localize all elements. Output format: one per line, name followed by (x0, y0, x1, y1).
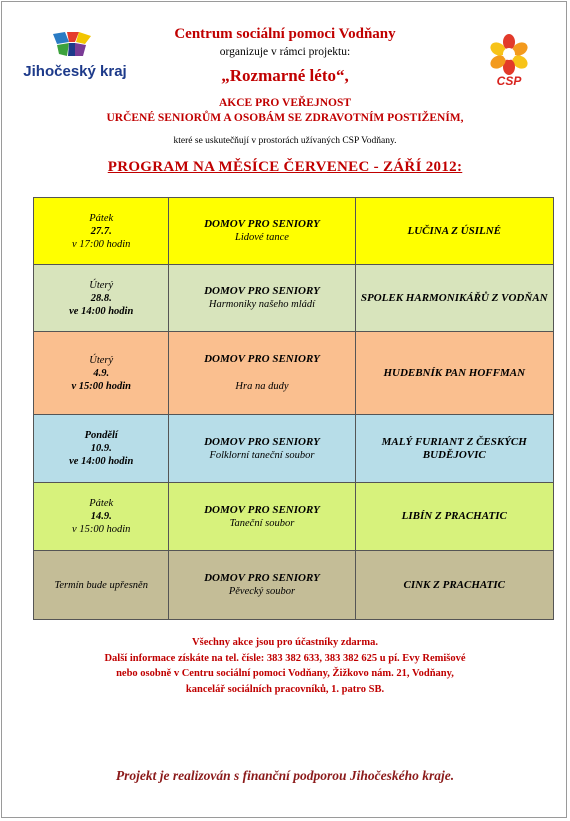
event-time: ve 14:00 hodin (69, 305, 134, 317)
program-title: PROGRAM NA MĚSÍCE ČERVENEC - ZÁŘÍ 2012: (107, 159, 463, 175)
performer-cell (355, 332, 554, 415)
date-cell (34, 265, 169, 332)
date-cell (34, 415, 169, 483)
table-row (34, 551, 554, 620)
organizer-subtitle: organizuje v rámci projektu: (219, 46, 351, 58)
event-date: 27.7. (90, 225, 112, 237)
table-row (34, 415, 554, 483)
weekday: Úterý (89, 354, 114, 366)
weekday: Pátek (89, 498, 114, 509)
table-row (34, 265, 554, 332)
venue-cell (169, 332, 355, 415)
performer-name: SPOLEK HARMONIKÁŘŮ Z VODŇAN (360, 291, 548, 304)
performer-name: HUDEBNÍK PAN HOFFMAN (383, 366, 526, 379)
poster-page (1, 1, 567, 818)
venue-name: DOMOV PRO SENIORY (204, 285, 320, 297)
event-time: v 17:00 hodin (72, 238, 131, 250)
table-row (34, 332, 554, 415)
activity-name: Hra na dudy (235, 381, 289, 392)
event-date: 4.9. (93, 367, 110, 379)
venue-cell (169, 415, 355, 483)
event-time: v 15:00 hodin (72, 524, 131, 535)
performer-name: LUČINA Z ÚSILNÉ (407, 224, 502, 237)
event-time: ve 14:00 hodin (69, 456, 134, 467)
program-table (33, 197, 554, 620)
venue-name: DOMOV PRO SENIORY (204, 353, 320, 365)
table-row (34, 483, 554, 551)
office-info: kancelář sociálních pracovníků, 1. patro SB. (185, 683, 385, 695)
venue-cell (169, 551, 355, 620)
venue-name: DOMOV PRO SENIORY (204, 503, 320, 516)
weekday: Pátek (89, 212, 114, 224)
kraj-logo-text: Jihočeský kraj (23, 63, 127, 80)
activity-name: Harmoniky našeho mládí (208, 299, 316, 310)
event-line-2: URČENÉ SENIORŮM A OSOBÁM SE ZDRAVOTNÍM POSTIŽENÍM, (106, 112, 464, 124)
venue-cell (169, 483, 355, 551)
venue-name: DOMOV PRO SENIORY (204, 435, 320, 448)
csp-logo-text: CSP (496, 74, 522, 88)
organizer-name: Centrum sociální pomoci Vodňany (174, 26, 396, 42)
weekday: Úterý (89, 279, 114, 291)
performer-name: MALÝ FURIANT Z ČESKÝCH BUDĚJOVIC (381, 435, 527, 461)
event-place-note: které se uskutečňují v prostorách užívaných CSP Vodňany. (173, 136, 397, 146)
event-date: 28.8. (90, 292, 112, 304)
performer-cell (355, 265, 554, 332)
contact-info (2, 635, 568, 697)
venue-name: DOMOV PRO SENIORY (204, 572, 320, 584)
event-time: v 15:00 hodin (71, 380, 131, 392)
event-line-1: AKCE PRO VEŘEJNOST (218, 97, 352, 109)
venue-cell (169, 265, 355, 332)
date-cell (34, 332, 169, 415)
funding-note: Projekt je realizován s finanční podporou Jihočeského kraje. (115, 768, 455, 783)
activity-name: Taneční soubor (229, 517, 295, 529)
table-row (34, 198, 554, 265)
project-name: „Rozmarné léto“, (221, 66, 349, 85)
performer-cell (355, 415, 554, 483)
address-info: nebo osobně v Centru sociální pomoci Vodňany, Žižkovo nám. 21, Vodňany, (116, 668, 454, 679)
venue-cell (169, 198, 355, 265)
phone-info: Další informace získáte na tel. čísle: 383 382 633, 383 382 625 u pí. Evy Remišové (104, 652, 466, 664)
venue-name: DOMOV PRO SENIORY (204, 218, 320, 230)
weekday: Pondělí (84, 430, 118, 441)
event-description (2, 96, 568, 126)
date-pending: Termín bude upřesněn (54, 579, 148, 591)
date-cell (34, 551, 169, 620)
activity-name: Folklorní taneční soubor (209, 449, 315, 461)
performer-name: CINK Z PRACHATIC (403, 578, 505, 591)
activity-name: Pěvecký soubor (228, 586, 296, 597)
performer-cell (355, 483, 554, 551)
activity-name: Lidové tance (234, 232, 289, 243)
performer-cell (355, 198, 554, 265)
free-entry-note: Všechny akce jsou pro účastníky zdarma. (192, 637, 378, 648)
date-cell (34, 483, 169, 551)
date-cell (34, 198, 169, 265)
event-date: 10.9. (90, 443, 112, 454)
performer-name: LIBÍN Z PRACHATIC (401, 510, 507, 522)
event-date: 14.9. (90, 511, 112, 522)
performer-cell (355, 551, 554, 620)
